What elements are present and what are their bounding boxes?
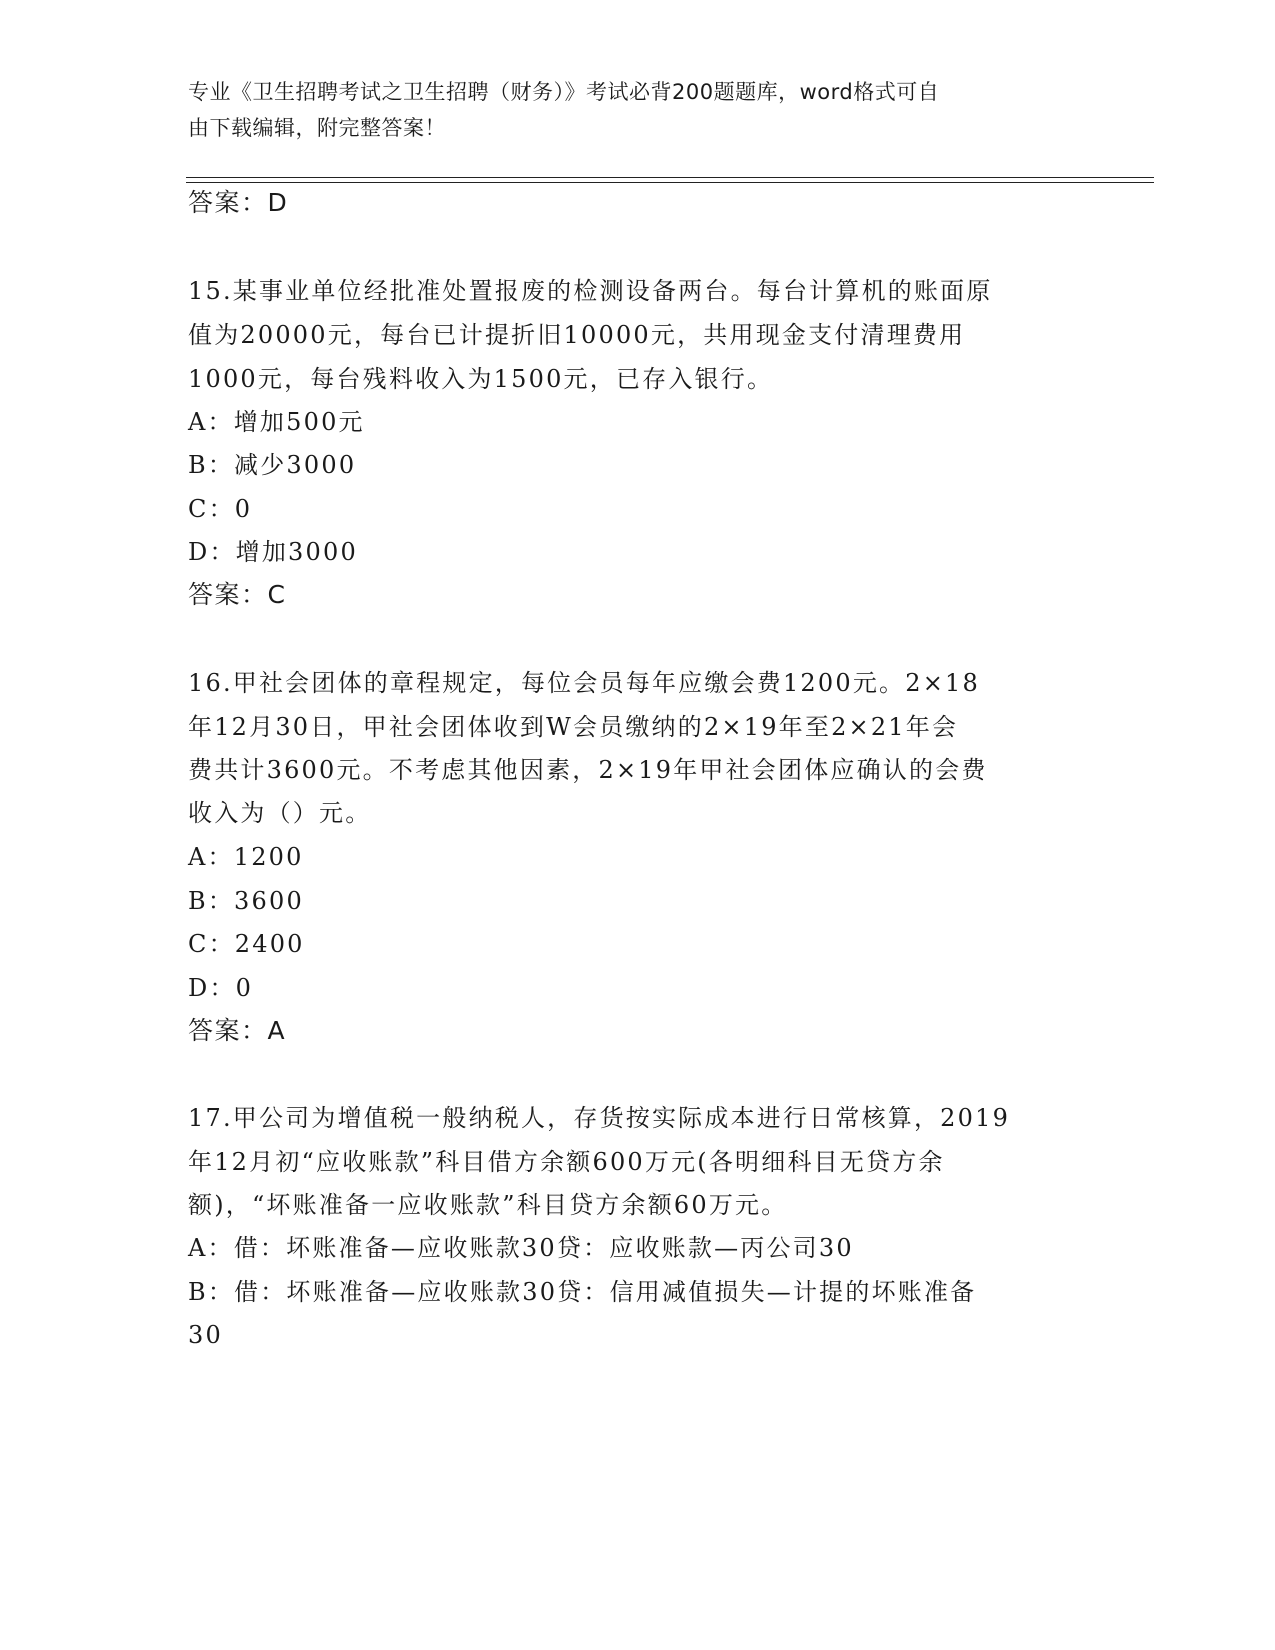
question-16-stem-line-1: 16.甲社会团体的章程规定，每位会员每年应缴会费1200元。2×18 (188, 669, 980, 697)
question-17-option-b-continued: 30 (188, 1321, 223, 1349)
question-17-stem-line-3: 额)，“坏账准备一应收账款”科目贷方余额60万元。 (188, 1191, 788, 1219)
previous-answer: 答案：D (188, 188, 289, 217)
document-header (188, 74, 1068, 146)
question-16-option-d: D：0 (188, 974, 254, 1002)
question-15-option-a: A：增加500元 (188, 408, 365, 436)
header-rule-bottom (186, 182, 1154, 183)
question-16-option-a: A：1200 (188, 843, 304, 871)
question-16-option-b: B：3600 (188, 887, 304, 915)
question-16-option-c: C：2400 (188, 930, 305, 958)
header-line-1: 专业《卫生招聘考试之卫生招聘（财务）》考试必背200题题库，word格式可自 (188, 80, 940, 104)
question-17-stem-line-2: 年12月初“应收账款”科目借方余额600万元(各明细科目无贷方余 (188, 1148, 945, 1176)
header-rule-top (186, 177, 1154, 178)
question-16-answer: 答案：A (188, 1016, 287, 1045)
question-17-option-b: B：借：坏账准备—应收账款30贷：信用减值损失—计提的坏账准备 (188, 1278, 977, 1306)
question-15-option-d: D：增加3000 (188, 538, 358, 566)
question-15-option-b: B：减少3000 (188, 451, 357, 479)
question-15-stem-line-3: 1000元，每台残料收入为1500元，已存入银行。 (188, 365, 774, 393)
question-16-stem-line-2: 年12月30日，甲社会团体收到W会员缴纳的2×19年至2×21年会 (188, 713, 959, 741)
header-line-2: 由下载编辑，附完整答案！ (188, 116, 446, 140)
question-15-stem-line-2: 值为20000元，每台已计提折旧10000元，共用现金支付清理费用 (188, 321, 966, 349)
question-17-stem-line-1: 17.甲公司为增值税一般纳税人，存货按实际成本进行日常核算，2019 (188, 1104, 1011, 1132)
question-16-stem-line-4: 收入为（）元。 (188, 799, 372, 827)
question-15-option-c: C：0 (188, 495, 253, 523)
question-15-answer: 答案：C (188, 580, 287, 609)
question-16-stem-line-3: 费共计3600元。不考虑其他因素，2×19年甲社会团体应确认的会费 (188, 756, 988, 784)
question-17-option-a: A：借：坏账准备—应收账款30贷：应收账款—丙公司30 (188, 1234, 854, 1262)
question-15-stem-line-1: 15.某事业单位经批准处置报废的检测设备两台。每台计算机的账面原 (188, 277, 993, 305)
